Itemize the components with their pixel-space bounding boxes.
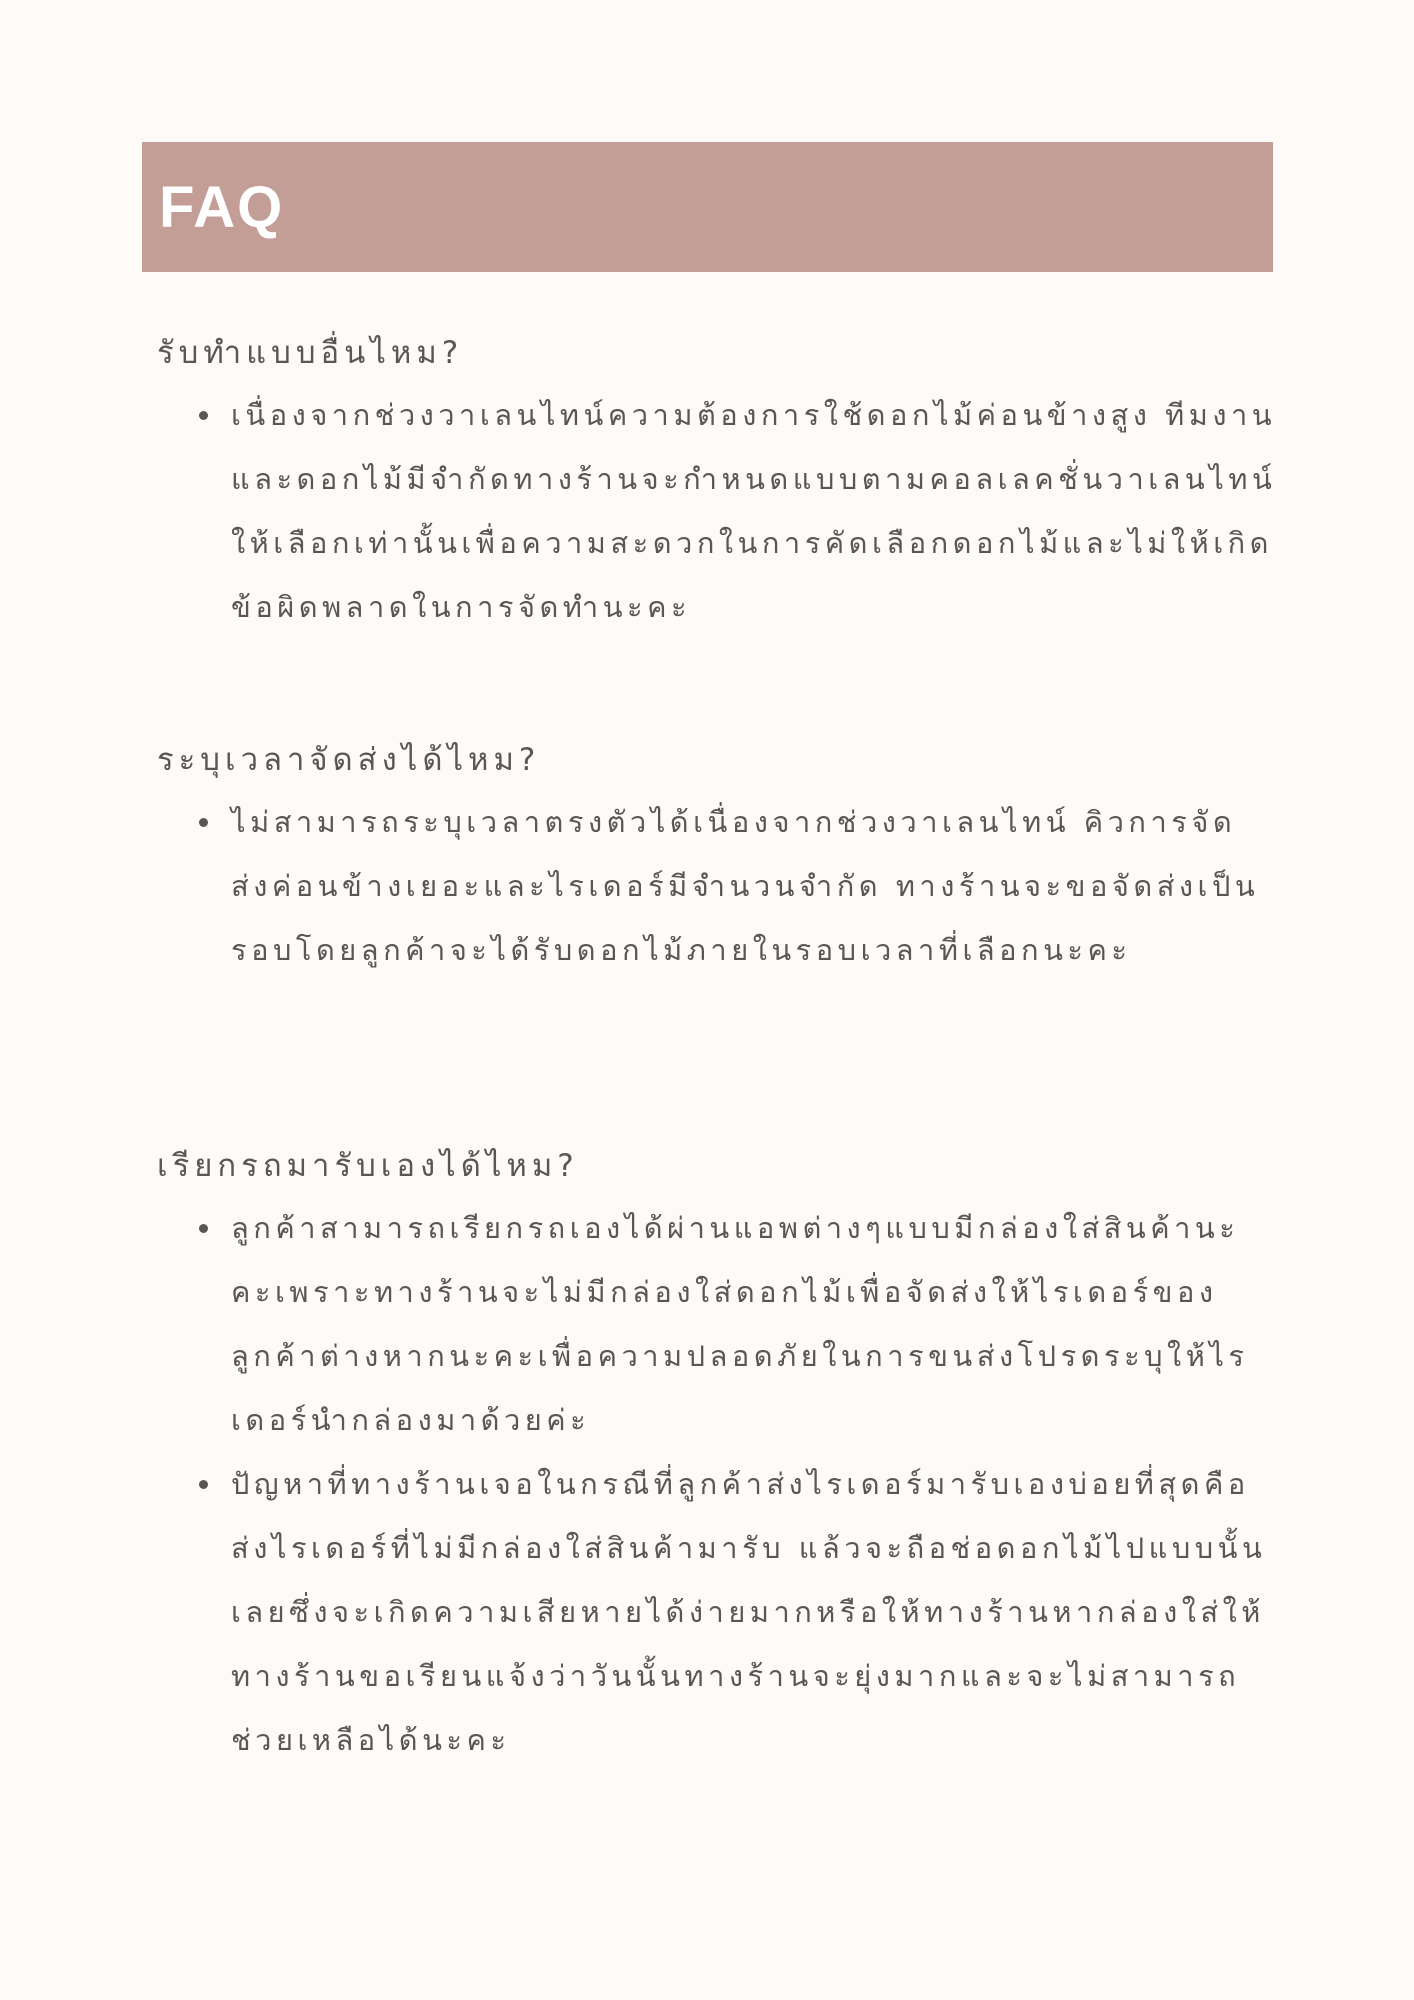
faq-answer-text: ปัญหาที่ทางร้านเจอในกรณีที่ลูกค้าส่งไรเดอร์มารับเองบ่อยที่สุดคือส่งไรเดอร์ที่ไม่มีกล่องใส่สินค้ามารับ แล้วจะถือช่อดอกไม้ไปแบบนั้นเลยซึ่งจะเกิดความเสียหายได้ง่ายมากหรือให้ทางร้านหากล่องใส่ให้ ทางร้านขอเรียนแจ้งว่าวันนั้นทางร้านจะยุ่งมากและจะไม่สามารถช่วยเหลือได้นะคะ [231,1467,1267,1757]
page-title: FAQ [159,174,285,240]
faq-answer-list [157,1196,1277,1772]
faq-answer [157,1452,1277,1772]
faq-question: รับทำแบบอื่นไหม? [157,335,464,371]
faq-answer [157,1196,1277,1452]
bullet-icon [199,1224,208,1233]
faq-answer-text: ลูกค้าสามารถเรียกรถเองได้ผ่านแอพต่างๆแบบมีกล่องใส่สินค้านะคะเพราะทางร้านจะไม่มีกล่องใส่ดอกไม้เพื่อจัดส่งให้ไรเดอร์ของลูกค้าต่างหากนะคะเพื่อความปลอดภัยในการขนส่งโปรดระบุให้ไรเดอร์นำกล่องมาด้วยค่ะ [231,1211,1249,1437]
faq-header-bar [142,142,1273,272]
bullet-icon [199,411,208,420]
faq-item-delivery-time [157,740,1277,982]
faq-answer-text: ไม่สามารถระบุเวลาตรงตัวได้เนื่องจากช่วงวาเลนไทน์ คิวการจัดส่งค่อนข้างเยอะและไรเดอร์มีจำนวนจำกัด ทางร้านจะขอจัดส่งเป็นรอบโดยลูกค้าจะได้รับดอกไม้ภายในรอบเวลาที่เลือกนะคะ [231,805,1260,967]
bullet-icon [199,818,208,827]
faq-item-custom-design [157,333,1277,639]
faq-answer-text: เนื่องจากช่วงวาเลนไทน์ความต้องการใช้ดอกไม้ค่อนข้างสูง ทีมงานและดอกไม้มีจำกัดทางร้านจะกำหนดแบบตามคอลเลคชั่นวาเลนไทน์ให้เลือกเท่านั้นเพื่อความสะดวกในการคัดเลือกดอกไม้และไม่ให้เกิดข้อผิดพลาดในการจัดทำนะคะ [231,398,1277,624]
faq-item-self-pickup [157,1146,1277,1772]
faq-question: เรียกรถมารับเองได้ไหม? [157,1148,579,1184]
faq-answer [157,790,1277,982]
bullet-icon [199,1480,208,1489]
faq-answer-list [157,383,1277,639]
faq-question: ระบุเวลาจัดส่งได้ไหม? [157,742,541,778]
faq-answer [157,383,1277,639]
faq-answer-list [157,790,1277,982]
